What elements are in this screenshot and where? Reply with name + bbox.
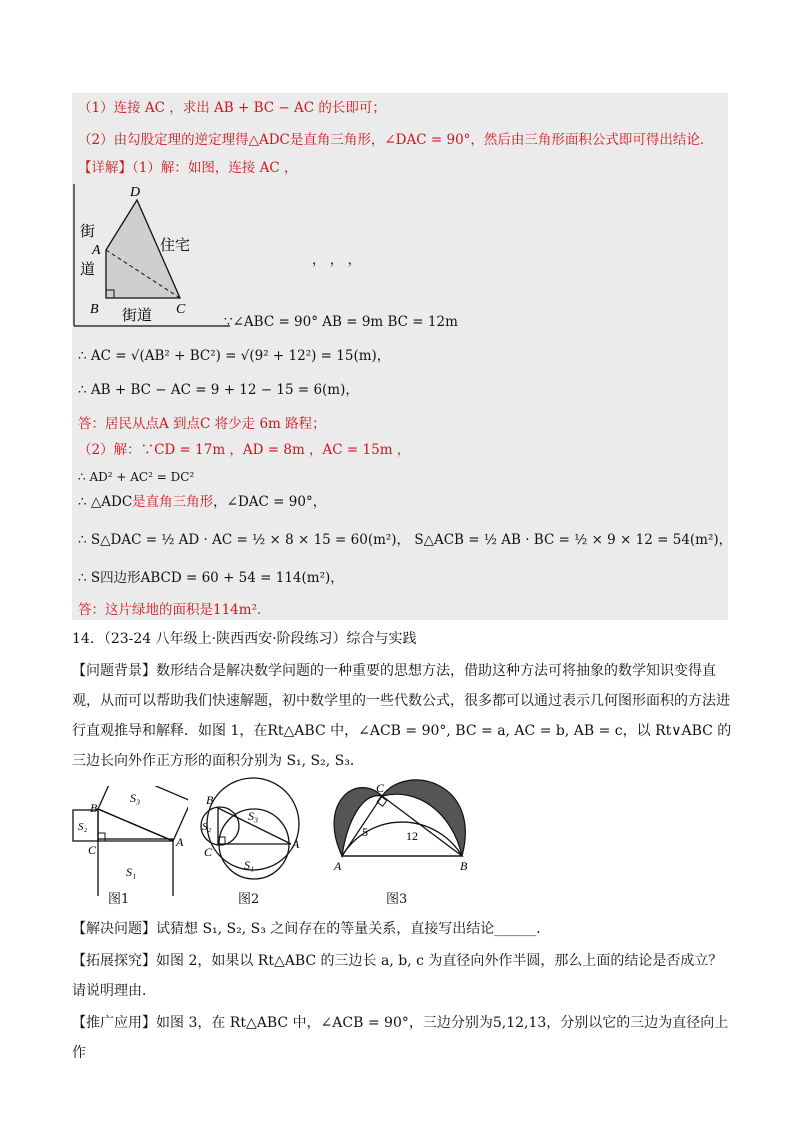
street-figure <box>72 180 232 330</box>
right-tri-suffix: ，∠DAC = 90°， <box>213 494 327 510</box>
answer-1: 答：居民从点A 到点C 将少走 6m 路程； <box>78 416 326 432</box>
fig2-caption: 图2 <box>238 892 260 907</box>
problem14-title: 14．（23-24 八年级上·陕西西安·阶段练习）综合与实践 <box>72 631 417 647</box>
given-values: ∵∠ABC = 90° AB = 9m BC = 12m <box>224 314 458 330</box>
fig1-right-angle <box>98 833 105 841</box>
fig2-label-b: B <box>206 793 214 807</box>
fig1-caption: 图1 <box>108 892 130 907</box>
fig1-square-s3 <box>98 786 188 841</box>
fig1-label-b: B <box>90 801 98 815</box>
fig2-label-s3: S₃ <box>248 809 259 823</box>
detail-text: （1）解：如图，连接 AC ， <box>132 160 298 176</box>
stray-commas: ， ， ， <box>312 252 362 268</box>
fig1-label-c: C <box>88 843 97 857</box>
answer-2: 答：这片绿地的面积是114m²． <box>78 602 271 618</box>
right-tri-prefix: ∴ △ADC <box>78 494 133 510</box>
label-street-v1: 街 <box>80 224 96 240</box>
label-street-h: 街道 <box>122 308 153 324</box>
right-triangle-line <box>78 492 326 512</box>
fig3-label-5: 5 <box>362 825 368 839</box>
fig1-label-a: A <box>176 835 184 849</box>
fig3-label-a: A <box>334 859 342 873</box>
label-house: 住宅 <box>160 238 191 254</box>
problem14-background: 【问题背景】数形结合是解决数学问题的一种重要的思想方法，借助这种方法可将抽象的数学知识变得直观，从而可以帮助我们快速解题，初中数学里的一些代数公式，很多都可以通过表示几何图形面积的方法进行直观推导和解释．如图 1，在Rt△ABC 中，∠ACB = 90°, BC = a, AC = b, AB = c，以 Rt∨ABC 的三边长向外作正方形的面积分别为 S₁, S₂, S₃． <box>72 663 732 769</box>
label-d: D <box>130 185 141 200</box>
figure-3 <box>322 772 482 877</box>
fig1-label-s1: S₁ <box>126 865 137 879</box>
hint-1: （1）连接 AC ，求出 AB + BC − AC 的长即可； <box>78 100 386 116</box>
step-ac: ∴ AC = √(AB² + BC²) = √(9² + 12²) = 15(m)， <box>78 348 391 364</box>
fig1-label-s2: S₂ <box>78 821 88 833</box>
fig3-label-12: 12 <box>406 829 418 843</box>
figure-2 <box>196 770 306 885</box>
label-street-v2: 道 <box>80 262 96 278</box>
detail-tag: 【详解】 <box>78 160 132 176</box>
problem14-solve: 【解决问题】试猜想 S₁, S₂, S₃ 之间存在的等量关系，直接写出结论______． <box>72 921 551 937</box>
right-tri-red: 是直角三角形 <box>132 494 214 510</box>
fig1-label-s3: S₃ <box>130 791 141 805</box>
label-a: A <box>92 243 101 258</box>
label-c: C <box>176 302 186 317</box>
eq-pythagoras: ∴ AD² + AC² = DC² <box>78 470 195 484</box>
part-2: （2）解：∵CD = 17m ，AD = 8m ，AC = 15m ， <box>78 442 411 458</box>
fig3-caption: 图3 <box>386 892 408 907</box>
detail-line <box>78 158 298 178</box>
step-diff: ∴ AB + BC − AC = 9 + 12 − 15 = 6(m)， <box>78 382 359 398</box>
problem14-apply: 【推广应用】如图 3，在 Rt△ABC 中，∠ACB = 90°，三边分别为5,12,13，分别以它的三边为直径向上作 <box>72 1015 729 1061</box>
areas-line: ∴ S△DAC = ½ AD · AC = ½ × 8 × 15 = 60(m²)， S△ACB = ½ AB · BC = ½ × 9 × 12 = 54(m²)， <box>78 532 733 548</box>
fig3-label-c: C <box>376 781 385 795</box>
total-area: ∴ S四边形ABCD = 60 + 54 = 114(m²)， <box>78 570 344 586</box>
label-b: B <box>90 302 99 317</box>
problem14-extend: 【拓展探究】如图 2，如果以 Rt△ABC 的三边长 a, b, c 为直径向外作半圆，那么上面的结论是否成立？请说明理由． <box>72 953 723 999</box>
fig2-label-a: A <box>292 837 300 851</box>
fig2-label-c: C <box>204 845 213 859</box>
hint-2: （2）由勾股定理的逆定理得△ADC是直角三角形，∠DAC = 90°，然后由三角形面积公式即可得出结论． <box>78 132 714 148</box>
fig3-label-b: B <box>460 859 468 873</box>
figure-1 <box>68 786 188 896</box>
fig2-label-s2: S₂ <box>202 821 212 833</box>
fig2-label-s1: S₁ <box>244 858 255 872</box>
fig3-large-semicircle <box>342 822 462 856</box>
